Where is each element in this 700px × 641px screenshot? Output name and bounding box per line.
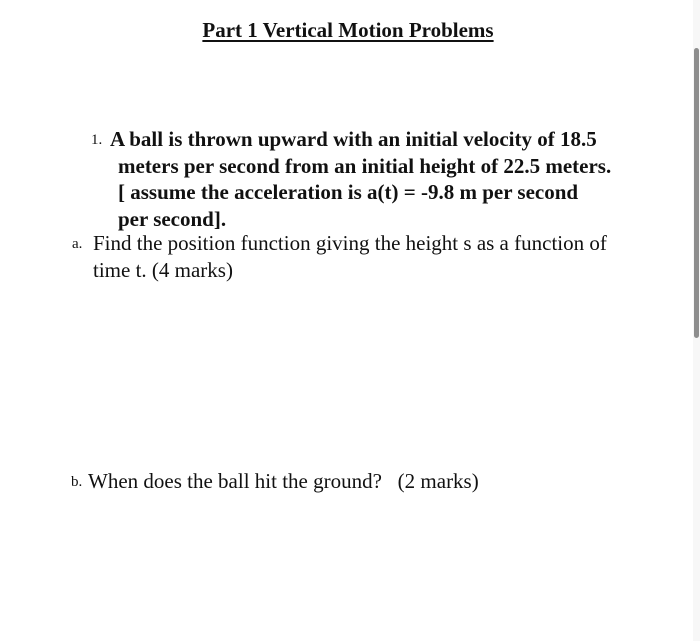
part-a-letter: a. bbox=[72, 236, 83, 252]
part-b-letter: b. bbox=[71, 474, 83, 490]
scrollbar-thumb[interactable] bbox=[694, 48, 699, 338]
question-number: 1. bbox=[91, 132, 103, 148]
part-a bbox=[72, 230, 663, 283]
question-1 bbox=[91, 126, 678, 232]
question-line: [ assume the acceleration is a(t) = -9.8 m per second bbox=[118, 180, 579, 204]
part-b bbox=[71, 468, 648, 495]
question-line: meters per second from an initial height of 22.5 meters. bbox=[118, 153, 612, 178]
page-title: Part 1 Vertical Motion Problems bbox=[202, 18, 494, 42]
part-a-line: Find the position function giving the height s as a function of bbox=[93, 231, 607, 255]
scrollbar[interactable] bbox=[693, 0, 700, 641]
part-a-line: time t. (4 marks) bbox=[93, 257, 233, 282]
question-line: per second]. bbox=[118, 206, 227, 231]
question-line: A ball is thrown upward with an initial velocity of 18.5 bbox=[110, 127, 597, 151]
part-b-text: When does the ball hit the ground? (2 marks) bbox=[88, 469, 479, 493]
